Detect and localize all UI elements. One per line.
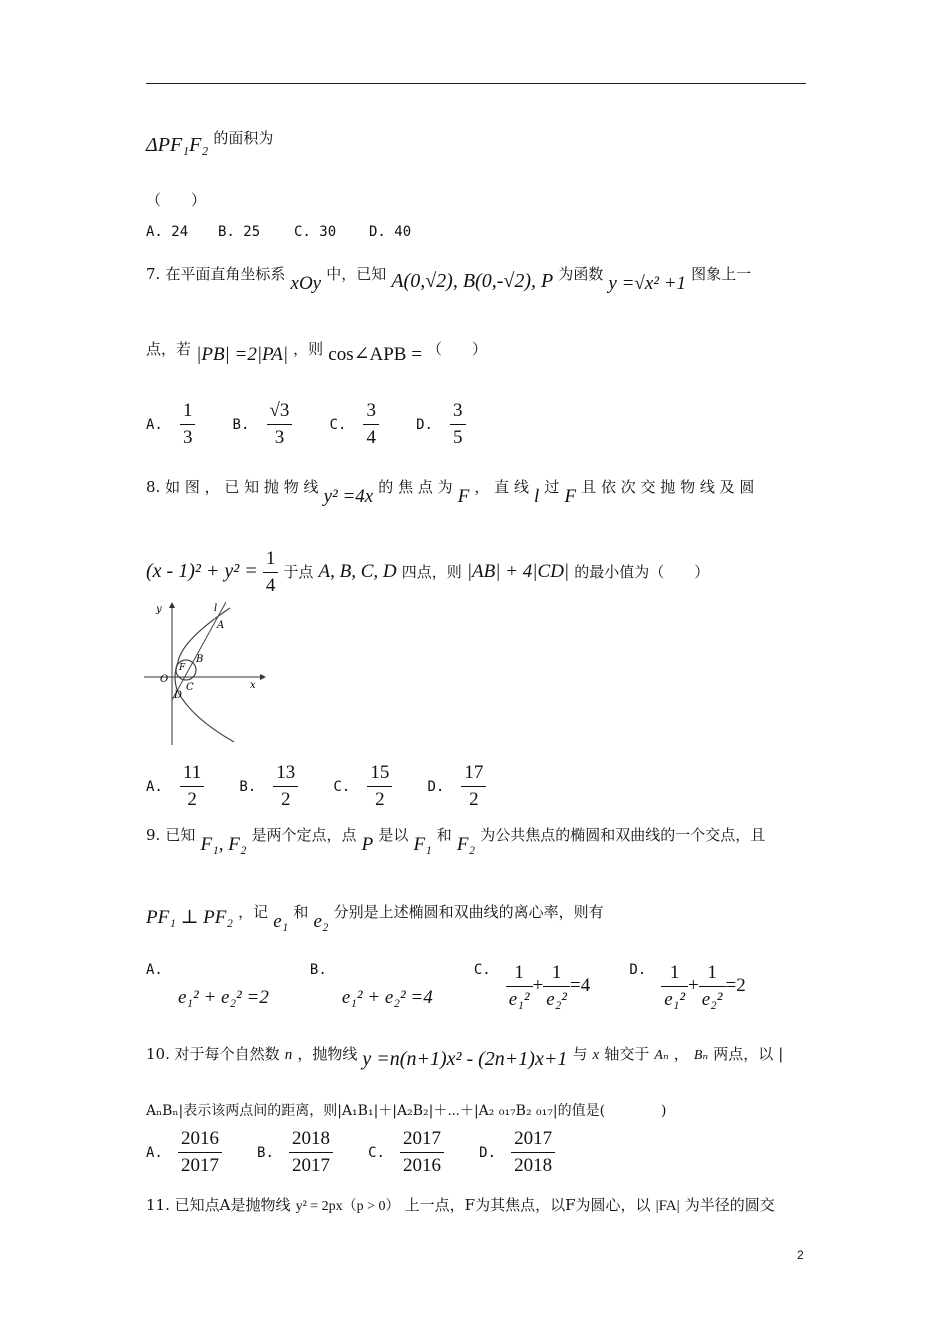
q7-xoy: xOy [290, 273, 322, 294]
q8-text-4: 过 [544, 478, 560, 496]
q8-opt-a-frac: $\frac{11}{2}$ [180, 762, 204, 811]
label-y: y [156, 604, 162, 615]
label-a: A [217, 620, 225, 631]
q6-option-a: A. 24 [146, 224, 189, 240]
q8-text-3: ， 直 线 [474, 478, 529, 496]
q8-focus-f-2: F [564, 486, 577, 507]
q10-opt-a-label: A. [146, 1144, 163, 1161]
q9-text-4: 和 [436, 826, 452, 844]
q7-opt-d-label: D. [416, 416, 433, 433]
q8-text-2: 的 焦 点 为 [378, 478, 453, 496]
q7-line2-text-1: 点，若 [146, 340, 192, 358]
q11-line1 [146, 1194, 775, 1215]
q9-e1: e₁ [273, 911, 289, 932]
q9-opt-a-expr: e₁² + e₂² =2 [177, 986, 269, 1008]
x-axis-arrow [260, 674, 266, 680]
q8-line-l: l [534, 486, 540, 507]
y-axis-arrow [169, 602, 175, 608]
q9-line1 [146, 824, 766, 855]
q6-option-c: C. 30 [294, 224, 337, 240]
q10-text-1: 10. 对于每个自然数 [146, 1045, 280, 1063]
q7-function: y =√x² +1 [608, 273, 687, 294]
q8-text-6: 于点 [283, 562, 314, 581]
q10-comma: ， [673, 1045, 689, 1063]
header-rule [146, 83, 806, 84]
q9-number: 9. [146, 826, 161, 844]
q7-opt-a-frac: $\frac{1}{3}$ [180, 400, 196, 449]
q8-text-5: 且 依 次 交 抛 物 线 及 圆 [581, 478, 755, 496]
q6-text: 的面积为 [213, 129, 274, 147]
q10-n: n [284, 1047, 293, 1063]
q8-opt-c-label: C. [333, 778, 351, 795]
q10-options [146, 1128, 555, 1177]
q10-equation: y =n(n+1)x² - (2n+1)x+1 [362, 1048, 568, 1070]
label-f: F [179, 663, 186, 673]
q9-opt-d-label: D. [629, 962, 647, 978]
q8-parabola: y² =4x [323, 486, 374, 507]
line-l [172, 602, 226, 700]
q10-text-4: 轴交于 [604, 1045, 650, 1063]
label-d: D [174, 690, 183, 701]
q8-opt-d-label: D. [427, 778, 445, 795]
q9-e2: e₂ [313, 911, 329, 932]
q8-points: A, B, C, D [318, 560, 397, 582]
q9-text-8: 分别是上述椭圆和双曲线的离心率，则有 [333, 903, 604, 921]
q9-text-7: 和 [293, 903, 309, 921]
q9-f1: F₁ [413, 834, 432, 855]
q7-text-4: 图象上一 [691, 265, 752, 283]
q8-expression: |AB| + 4|CD| [466, 560, 570, 582]
q6-tail-line [146, 129, 274, 157]
q8-opt-a-label: A. [146, 778, 163, 795]
q9-opt-a-label: A. [146, 962, 163, 978]
q7-opt-d-frac: $\frac{3}{5}$ [450, 400, 466, 449]
q7-opt-b-frac: $\frac{√3}{3}$ [267, 400, 293, 449]
q8-text-1: 8. 如 图 ， 已 知 抛 物 线 [146, 478, 319, 496]
q10-text-5: 两点，以 [713, 1045, 774, 1063]
q9-foci: F₁, F₂ [200, 834, 247, 855]
q9-point-p: P [361, 834, 374, 855]
q10-x: x [592, 1047, 600, 1063]
q9-opt-d-expr: $\frac{1}{\text{e₁²}}$ + $\frac{1}{\text{e₂²}}$ =2 [661, 976, 745, 995]
q7-paren: （ ） [427, 340, 488, 358]
q9-opt-b-expr: e₁² + e₂² =4 [341, 986, 433, 1008]
q11-text-3: 为半径的圆交 [684, 1196, 775, 1214]
q9-perpendicular: PF₁ ⊥ PF₂ [146, 907, 234, 928]
q7-opt-a-label: A. [146, 416, 163, 433]
q9-text-3: 是以 [378, 826, 409, 844]
q8-quarter-frac: $\frac{1}{4}$ [263, 548, 279, 597]
q8-text-8: 的最小值为（ ） [574, 562, 710, 581]
q10-opt-c-label: C. [368, 1144, 385, 1161]
q7-text-3: 为函数 [558, 265, 604, 283]
q7-text-2: 中，已知 [326, 265, 387, 283]
q8-opt-b-frac: $\frac{13}{2}$ [273, 762, 298, 811]
q9-opt-c-label: C. [473, 962, 491, 978]
q10-opt-d-label: D. [479, 1144, 496, 1161]
q9-text-2: 是两个定点，点 [251, 826, 357, 844]
q8-options [146, 762, 486, 811]
q7-opt-c-label: C. [329, 416, 347, 433]
q11-text-1: 11. 已知点A是抛物线 [146, 1196, 291, 1214]
label-l: l [214, 603, 218, 614]
q7-options [146, 400, 466, 449]
label-c: C [186, 682, 194, 693]
q8-line1 [146, 476, 806, 507]
q8-text-7: 四点，则 [401, 562, 462, 581]
q9-text-1: 已知 [165, 826, 196, 844]
q8-parabola-figure [142, 600, 267, 750]
q7-line1 [146, 262, 752, 294]
q10-opt-b-label: B. [257, 1144, 274, 1161]
q8-line2 [146, 548, 709, 597]
q9-text-5: 为公共焦点的椭圆和双曲线的一个交点，且 [480, 826, 766, 844]
label-b: B [196, 654, 204, 665]
q11-fa: |FA| [655, 1198, 680, 1214]
label-o: O [160, 674, 169, 685]
q10-opt-c-frac: $\frac{2017}{2016}$ [400, 1128, 444, 1177]
q8-opt-b-label: B. [239, 778, 257, 795]
q10-text-2: ，抛物线 [297, 1045, 358, 1063]
q8-opt-d-frac: $\frac{17}{2}$ [461, 762, 486, 811]
q6-paren: （ ） [146, 191, 207, 209]
q10-an: Aₙ [654, 1048, 669, 1063]
q8-opt-c-frac: $\frac{15}{2}$ [367, 762, 392, 811]
q8-focus-f: F [457, 486, 470, 507]
q7-condition: |PB| =2|PA| [196, 344, 289, 365]
q6-option-b: B. 25 [218, 224, 261, 240]
q7-line2-text-2: ，则 [293, 340, 324, 358]
q10-text-3: 与 [572, 1045, 588, 1063]
triangle-expression: ΔPF₁F₂ [146, 134, 209, 156]
q10-opt-b-frac: $\frac{2018}{2017}$ [289, 1128, 333, 1177]
q11-text-2: 上一点，F为其焦点，以F为圆心，以 [404, 1196, 651, 1214]
q10-bar: | [778, 1045, 784, 1063]
q7-opt-b-label: B. [232, 416, 250, 433]
q7-points: A(0,√2), B(0,-√2), P [391, 270, 554, 292]
label-x: x [250, 680, 256, 691]
page-number: 2 [797, 1248, 804, 1262]
q9-options [146, 962, 746, 1011]
parabola-curve [175, 608, 234, 742]
q7-text-1: 在平面直角坐标系 [165, 265, 286, 283]
q9-f2: F₂ [456, 834, 476, 855]
q7-line2 [146, 337, 488, 365]
q9-line2 [146, 900, 604, 932]
q9-text-6: ，记 [238, 903, 269, 921]
q7-opt-c-frac: $\frac{3}{4}$ [363, 400, 379, 449]
q10-bn: Bₙ [693, 1048, 709, 1063]
q8-circle-eq: (x - 1)² + y² = [146, 559, 258, 582]
q6-option-d: D. 40 [369, 224, 412, 240]
q7-cos-expression: cos∠APB = [328, 344, 422, 365]
q9-opt-b-label: B. [309, 962, 327, 978]
q10-line2: AₙBₙ|表示该两点间的距离，则|A₁B₁|＋|A₂B₂|＋⋯＋|A₂ ₀₁₇B₂ ₀₁₇|的值是( ) [146, 1103, 667, 1119]
q10-line1 [146, 1042, 784, 1070]
q7-number: 7. [146, 265, 161, 283]
q10-opt-d-frac: $\frac{2017}{2018}$ [511, 1128, 555, 1177]
q11-equation: y² = 2px（p > 0） [295, 1199, 400, 1214]
q10-opt-a-frac: $\frac{2016}{2017}$ [178, 1128, 222, 1177]
q9-opt-c-expr: $\frac{1}{\text{e₁²}}$ + $\frac{1}{\text{e₂²}}$ =4 [506, 976, 596, 995]
